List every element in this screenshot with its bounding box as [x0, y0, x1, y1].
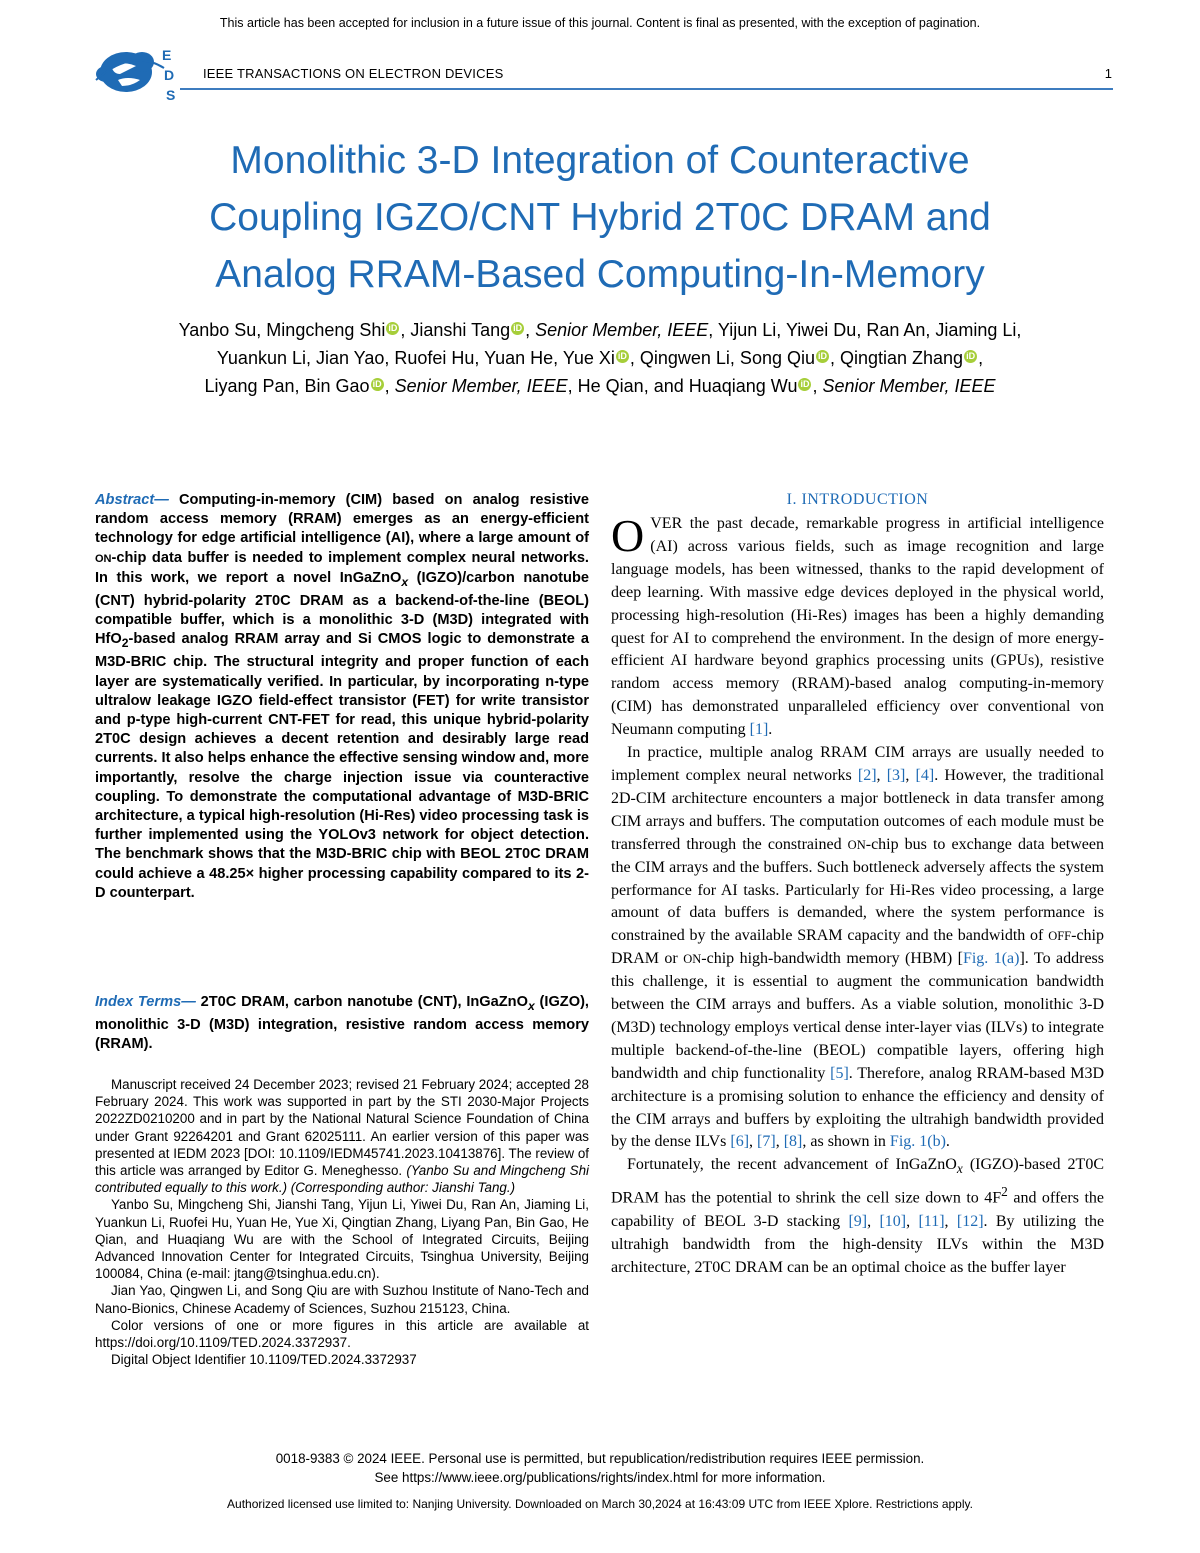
citation-link[interactable]: [3] — [886, 766, 906, 784]
journal-name: IEEE TRANSACTIONS ON ELECTRON DEVICES — [203, 66, 504, 81]
orcid-icon[interactable]: iD — [372, 379, 382, 389]
eds-logo-s: S — [166, 87, 176, 103]
orcid-icon[interactable]: iD — [617, 351, 627, 361]
citation-link[interactable]: [12] — [956, 1212, 984, 1230]
citation-link[interactable]: [2] — [857, 766, 877, 784]
citation-link[interactable]: [11] — [918, 1212, 945, 1230]
acceptance-notice: This article has been accepted for inclusion in a future issue of this journal. Content is final as presented, with the exception of pagination. — [219, 16, 981, 30]
author-list — [90, 316, 1110, 400]
citation-link[interactable]: [4] — [915, 766, 935, 784]
citation-link[interactable]: [10] — [879, 1212, 907, 1230]
orcid-icon[interactable]: iD — [800, 379, 810, 389]
figure-link[interactable]: Fig. 1(a) — [962, 950, 1020, 968]
paper-title — [100, 132, 1100, 303]
title-line-1: Monolithic 3-D Integration of Counteractive — [230, 139, 970, 182]
introduction-text — [611, 510, 1105, 1279]
copyright-line: 0018-9383 © 2024 IEEE. Personal use is permitted, but republication/redistribution requires IEEE permission. — [275, 1451, 925, 1466]
intro-paragraph-3: Fortunately, the recent advancement of InGaZnO$_x$ (IGZO)-based 2T0C DRAM has the potential to shrink the cell size down to $4F^2$ and offers the capability of BEOL 3-D stacking [9], [10], [11], [12]. By utilizing the ultrahigh bandwidth from the high-density ILVs within the M3D architecture, 2T0C DRAM can be an optimal choice as the buffer layer — [611, 1156, 1105, 1276]
eds-logo-d: D — [164, 67, 175, 83]
orcid-icon[interactable]: iD — [513, 323, 523, 333]
manuscript-footnote — [95, 1076, 589, 1368]
eds-logo — [92, 40, 184, 106]
section-heading-introduction: I. INTRODUCTION — [786, 491, 929, 508]
index-terms-label: Index Terms— — [95, 994, 196, 1010]
citation-link[interactable]: [5] — [830, 1064, 849, 1082]
page-number: 1 — [1104, 66, 1112, 81]
title-line-3: Analog RRAM-Based Computing-In-Memory — [215, 253, 985, 296]
author-line-2: Yuankun Li, Jian Yao, Ruofei Hu, Yuan He, Yue Xi iD , Qingwen Li, Song Qiu iD , Qingtian Zhang iD , — [216, 348, 984, 368]
orcid-icon[interactable]: iD — [966, 351, 976, 361]
footnote-affiliation-1: Yanbo Su, Mingcheng Shi, Jianshi Tang, Yijun Li, Yiwei Du, Ran An, Jiaming Li, Yuankun Li, Ruofei Hu, Yuan He, Yue Xi, Qingtian Zhang, Liyang Pan, Bin Gao, He Qian, and Huaqiang Wu are with the School of Integrated Circuits, Beijing Advanced Innovation Center for Integrated Circuits, Tsinghua University, Beijing 100084, China (e-mail: jtang@tsinghua.edu.cn). — [95, 1197, 589, 1282]
header-rule — [180, 88, 1113, 90]
author-line-3: Liyang Pan, Bin Gao iD , Senior Member, IEEE, He Qian, and Huaqiang Wu iD , Senior Member, IEEE — [204, 376, 996, 396]
citation-link[interactable]: [7] — [757, 1133, 776, 1151]
intro-paragraph-1: OVER the past decade, remarkable progress in artificial intelligence (AI) across various fields, such as image recognition and large language models, has been witnessed, thanks to the rapid development of deep learning. With massive edge devices deployed in the physical world, processing high-resolution (Hi-Res) images has been a highly demanding quest for AI to comprehend the environment. In the design of more energy-efficient AI hardware beyond graphics processing units (GPUs), resistive random access memory (RRAM)-based analog computing-in-memory (CIM) has demonstrated unparalleled efficiency over conventional von Neumann computing [1]. — [611, 510, 1104, 739]
index-terms: Index Terms— 2T0C DRAM, carbon nanotube (CNT), InGaZnO$_x$ (IGZO), monolithic 3-D (M3D) integration, resistive random access memory (RRAM). — [95, 994, 589, 1053]
footnote-manuscript: Manuscript received 24 December 2023; revised 21 February 2024; accepted 28 February 2024. This work was supported in part by the STI 2030-Major Projects 2022ZD0210200 and in part by the National Natural Science Foundation of China under Grant 92264201 and Grant 62025111. An earlier version of this paper was presented at IEDM 2023 [DOI: 10.1109/IEDM45741.2023.10413876]. The review of this article was arranged by Editor G. Meneghesso. (Yanbo Su and Mingcheng Shi contributed equally to this work.) (Corresponding author: Jianshi Tang.) — [95, 1077, 589, 1196]
citation-link[interactable]: [6] — [730, 1133, 750, 1151]
license-notice: Authorized licensed use limited to: Nanjing University. Downloaded on March 30,2024 at 16:43:09 UTC from IEEE Xplore. Restrictions apply. — [227, 1497, 973, 1511]
figure-link[interactable]: Fig. 1(b) — [889, 1133, 946, 1151]
title-line-2: Coupling IGZO/CNT Hybrid 2T0C DRAM and — [209, 196, 991, 239]
copyright-notice — [0, 1449, 1200, 1487]
author-line-1: Yanbo Su, Mingcheng Shi iD , Jianshi Tang iD , Senior Member, IEEE, Yijun Li, Yiwei Du, Ran An, Jiaming Li, — [178, 320, 1022, 340]
footnote-affiliation-2: Jian Yao, Qingwen Li, and Song Qiu are with Suzhou Institute of Nano-Tech and Nano-Bionics, Chinese Academy of Sciences, Suzhou 215123, China. — [95, 1283, 589, 1316]
orcid-icon[interactable]: iD — [388, 323, 398, 333]
abstract-label: Abstract— — [95, 492, 169, 508]
orcid-icon[interactable]: iD — [817, 351, 827, 361]
drop-cap: O — [611, 510, 645, 561]
permissions-line: See https://www.ieee.org/publications/rights/index.html for more information. — [374, 1470, 826, 1485]
citation-link[interactable]: [8] — [783, 1133, 803, 1151]
footnote-doi: Digital Object Identifier 10.1109/TED.2024.3372937 — [111, 1352, 417, 1368]
abstract: Abstract— Computing-in-memory (CIM) based on analog resistive random access memory (RRAM) emerges as an energy-efficient technology for edge artificial intelligence (AI), where a large amount of ON-chip data buffer is needed to implement complex neural networks. In this work, we report a novel InGaZnO$_x$ (IGZO)/carbon nanotube (CNT) hybrid-polarity 2T0C DRAM as a backend-of-the-line (BEOL) compatible buffer, which is a monolithic 3-D (M3D) integrated with HfO$_2$-based analog RRAM array and Si CMOS logic to demonstrate a M3D-BRIC chip. The structural integrity and proper function of each layer are systematically verified. In particular, by incorporating n-type ultralow leakage IGZO field-effect transistor (FET) for write transistor and p-type high-current CNT-FET for read, this unique hybrid-polarity 2T0C design achieves a decent retention and desirably large read currents. It also helps enhance the effective sensing window and, more importantly, resolve the charge injection issue via counteractive coupling. To demonstrate the computational advantage of M3D-BRIC architecture, a typical high-resolution (Hi-Res) video processing task is further implemented using the YOLOv3 network for object detection. The benchmark shows that the M3D-BRIC chip with BEOL 2T0C DRAM could achieve a 48.25× higher processing capability compared to its 2-D counterpart. — [95, 492, 589, 901]
intro-paragraph-2: In practice, multiple analog RRAM CIM arrays are usually needed to implement complex neural networks [2], [3], [4]. However, the traditional 2D-CIM architecture encounters a major bottleneck in data transfer among CIM arrays and buffers. The computation outcomes of each module must be transferred through the constrained ON-chip bus to exchange data between the CIM arrays and the buffers. Such bottleneck adversely affects the system performance for AI tasks. Particularly for Hi-Res video processing, a large amount of data buffers is demanded, where the system performance is constrained by the available SRAM capacity and the bandwidth of OFF-chip DRAM or ON-chip high-bandwidth memory (HBM) [Fig. 1(a)]. To address this challenge, it is essential to augment the communication bandwidth between the CIM arrays and buffers. As a viable solution, monolithic 3-D (M3D) technology employs vertical dense inter-layer vias (ILVs) to integrate multiple backend-of-the-line (BEOL) compatible layers, offering high bandwidth and chip functionality [5]. Therefore, analog RRAM-based M3D architecture is a promising solution to enhance the efficiency and density of the CIM arrays and buffers by exploiting the ultrahigh bandwidth provided by the dense ILVs [6], [7], [8], as shown in Fig. 1(b). — [611, 744, 1105, 1151]
eds-logo-e: E — [162, 47, 172, 63]
citation-link[interactable]: [9] — [848, 1212, 868, 1230]
citation-link[interactable]: [1] — [749, 721, 769, 739]
footnote-color-versions: Color versions of one or more figures in this article are available at https://doi.org/10.1109/TED.2024.3372937. — [95, 1317, 589, 1351]
